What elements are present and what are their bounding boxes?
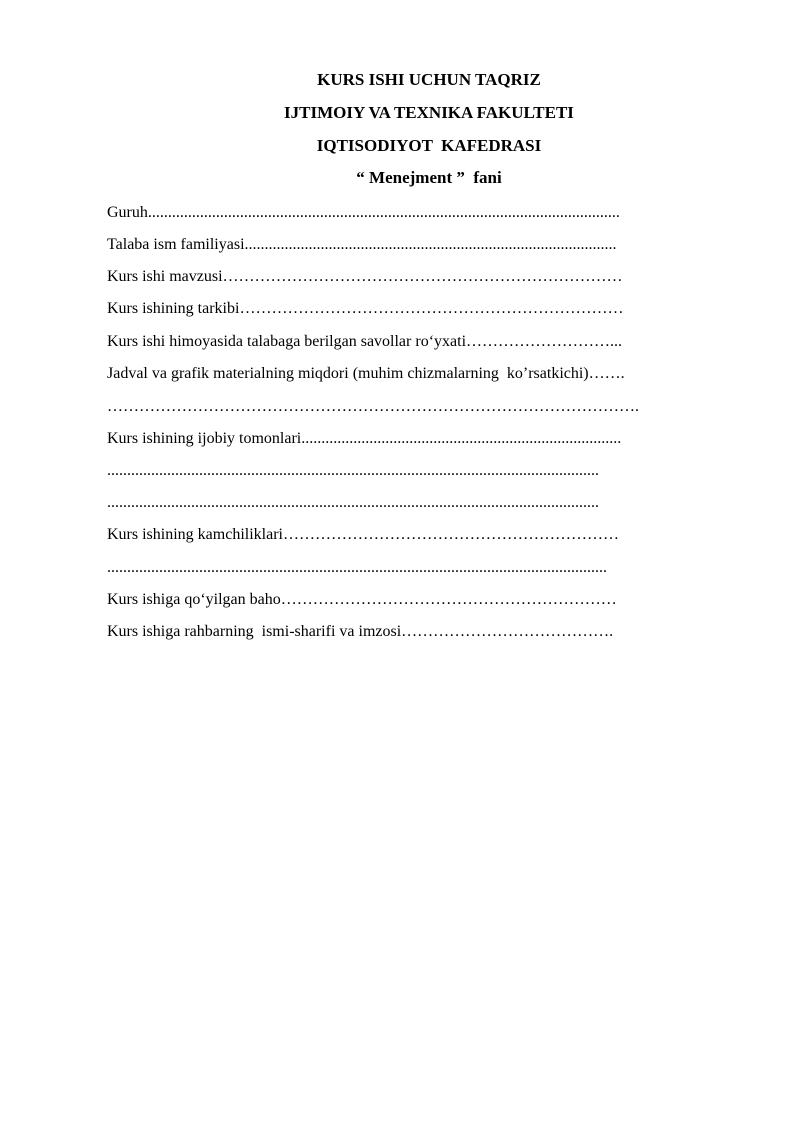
topic-field: Kurs ishi mavzusi………………………………………………………………… <box>107 268 623 285</box>
student-name-field: Talaba ism familiyasi............................................................................................. <box>107 236 617 253</box>
positive-aspects-line-1: ........................................................................................................................... <box>107 462 599 479</box>
document-title: KURS ISHI UCHUN TAQRIZ <box>317 70 541 89</box>
supervisor-signature-field: Kurs ishiga rahbarning ismi-sharifi va imzosi…………………………………. <box>107 623 614 640</box>
subject-heading: “ Menejment ” fani <box>356 168 502 187</box>
tables-graphics-continuation: ………………………………………………………………………………………. <box>107 398 639 415</box>
positive-aspects-line-2: ........................................................................................................................... <box>107 494 599 511</box>
tables-graphics-field: Jadval va grafik materialning miqdori (muhim chizmalarning ko’rsatkichi)……. <box>107 365 625 382</box>
shortcomings-line: ............................................................................................................................. <box>107 559 607 576</box>
structure-field: Kurs ishining tarkibi……………………………………………………………… <box>107 300 624 317</box>
faculty-heading: IJTIMOIY VA TEXNIKA FAKULTETI <box>284 103 574 122</box>
department-heading: IQTISODIYOT KAFEDRASI <box>316 136 542 155</box>
grade-field: Kurs ishiga qo‘yilgan baho……………………………………………………… <box>107 591 617 608</box>
shortcomings-field: Kurs ishining kamchiliklari……………………………………………………… <box>107 526 619 543</box>
positive-aspects-field: Kurs ishining ijobiy tomonlari................................................................................ <box>107 430 622 447</box>
group-field: Guruh...................................................................................................................... <box>107 204 620 221</box>
defense-questions-field: Kurs ishi himoyasida talabaga berilgan savollar ro‘yxati………………………... <box>107 333 623 350</box>
